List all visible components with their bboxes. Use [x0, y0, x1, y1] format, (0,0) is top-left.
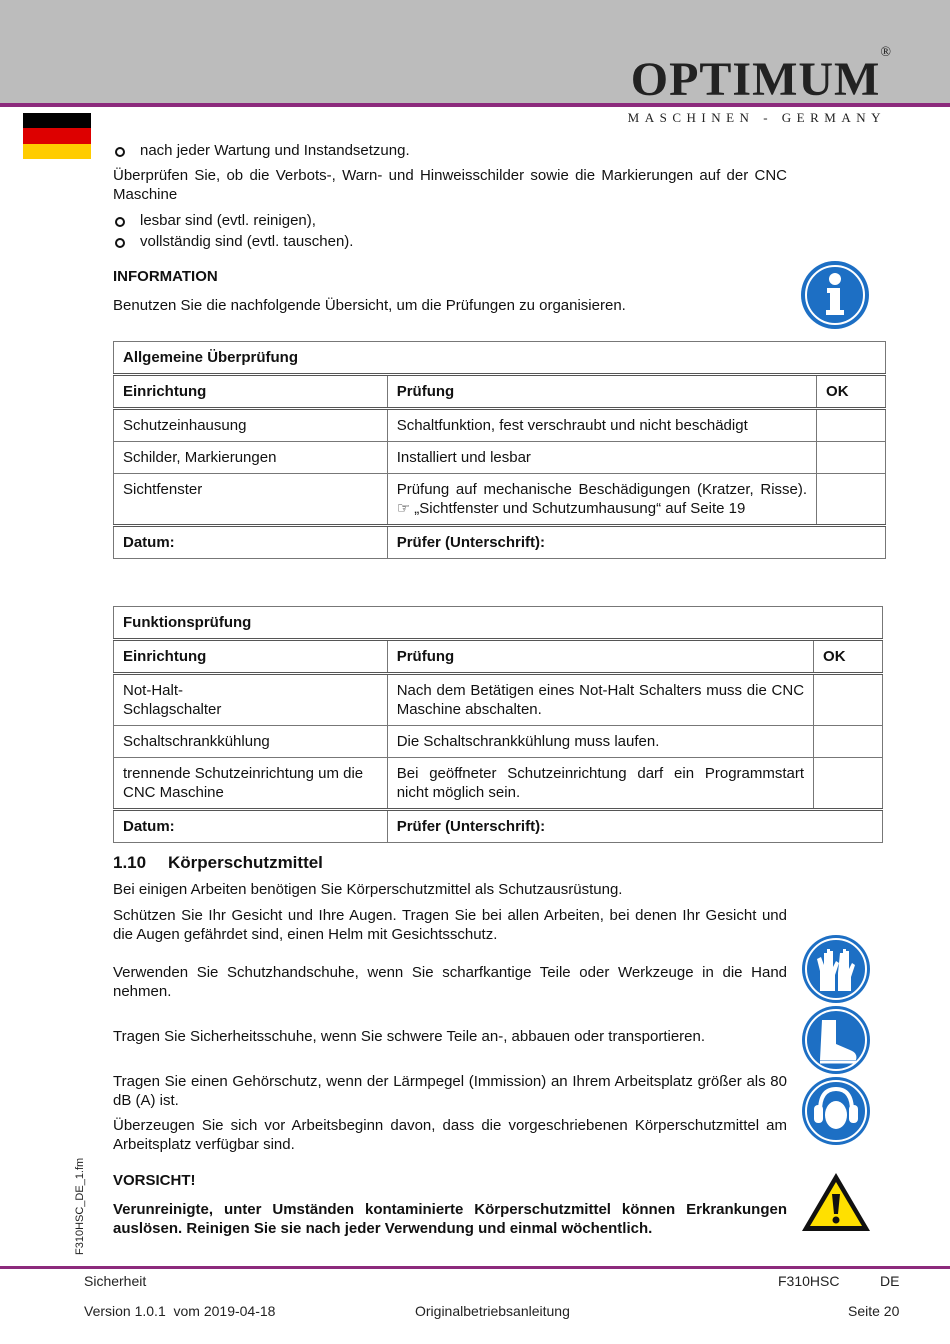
cell-pruefung: Bei geöffneter Schutzeinrichtung darf ein Programmstart nicht möglich sein.	[387, 758, 813, 810]
col-header-ok: OK	[814, 640, 883, 674]
section-paragraph-4: Tragen Sie Sicherheitsschuhe, wenn Sie schwere Teile an-, abbauen oder transportieren.	[113, 1028, 706, 1045]
german-flag-icon	[23, 113, 91, 159]
table-row	[114, 674, 883, 726]
cell-ok[interactable]	[814, 674, 883, 726]
cell-pruefung: Schaltfunktion, fest verschraubt und nicht beschädigt	[387, 409, 816, 442]
function-check-table	[113, 606, 883, 843]
warning-triangle-icon	[800, 1170, 872, 1234]
footer-page-number: Seite 20	[848, 1303, 900, 1319]
cell-einrichtung: Not-Halt- Schlagschalter	[114, 674, 388, 726]
cell-pruefung: Die Schaltschrankkühlung muss laufen.	[387, 726, 813, 758]
information-heading: INFORMATION	[113, 268, 218, 285]
caution-heading: VORSICHT!	[113, 1172, 196, 1189]
footer-rule	[0, 1266, 950, 1269]
footer-version: Version 1.0.1 vom 2019-04-18	[84, 1303, 276, 1319]
cell-einrichtung: Schilder, Markierungen	[114, 442, 388, 474]
intro-bullet-2: lesbar sind (evtl. reinigen),	[140, 212, 316, 229]
footer-language: DE	[880, 1273, 900, 1289]
section-paragraph-3: Verwenden Sie Schutzhandschuhe, wenn Sie scharfkantige Teile oder Werkzeuge in die Hand nehmen.	[113, 964, 787, 1000]
table-title: Allgemeine Überprüfung	[114, 342, 886, 375]
cell-einrichtung: Schutzeinhausung	[114, 409, 388, 442]
section-paragraph-6: Überzeugen Sie sich vor Arbeitsbeginn davon, dass die vorgeschriebenen Körperschutzmittel am Arbeitsplatz verfügbar sind.	[113, 1117, 787, 1153]
cell-pruefung: Prüfung auf mechanische Beschädigungen (Kratzer, Risse). ☞ „Sichtfenster und Schutzumhausung“ auf Seite 19	[387, 474, 816, 526]
file-reference: F310HSC_DE_1.fm	[74, 1157, 86, 1255]
table-row	[114, 409, 886, 442]
bullet-icon	[115, 238, 125, 248]
information-text: Benutzen Sie die nachfolgende Übersicht, um die Prüfungen zu organisieren.	[113, 297, 626, 314]
section-paragraph-1: Bei einigen Arbeiten benötigen Sie Körperschutzmittel als Schutzausrüstung.	[113, 881, 623, 898]
cell-ok[interactable]	[817, 409, 886, 442]
col-header-pruefung: Prüfung	[387, 640, 813, 674]
general-check-table	[113, 341, 886, 559]
cell-ok[interactable]	[814, 758, 883, 810]
intro-bullet-3: vollständig sind (evtl. tauschen).	[140, 233, 354, 250]
bullet-icon	[115, 217, 125, 227]
bullet-icon	[115, 147, 125, 157]
ear-protection-icon	[802, 1077, 870, 1145]
cell-einrichtung: Schaltschrankkühlung	[114, 726, 388, 758]
inspector-signature-label: Prüfer (Unterschrift):	[387, 526, 885, 559]
section-title: Körperschutzmittel	[168, 853, 323, 872]
cell-einrichtung: trennende Schutzeinrichtung um die CNC Maschine	[114, 758, 388, 810]
section-paragraph-2: Schützen Sie Ihr Gesicht und Ihre Augen. Tragen Sie bei allen Arbeiten, bei denen Ihr Gesicht und die Augen gefährdet sind, einen Helm mit Gesichtsschutz.	[113, 907, 787, 943]
cell-ok[interactable]	[814, 726, 883, 758]
table-row	[114, 442, 886, 474]
inspector-signature-label: Prüfer (Unterschrift):	[387, 810, 882, 843]
cell-ok[interactable]	[817, 442, 886, 474]
footer-document-type: Originalbetriebsanleitung	[415, 1303, 570, 1319]
intro-bullet-1: nach jeder Wartung und Instandsetzung.	[140, 142, 410, 159]
col-header-pruefung: Prüfung	[387, 375, 816, 409]
col-header-einrichtung: Einrichtung	[114, 640, 388, 674]
cell-pruefung: Installiert und lesbar	[387, 442, 816, 474]
info-icon	[800, 260, 870, 330]
intro-paragraph: Überprüfen Sie, ob die Verbots-, Warn- und Hinweisschilder sowie die Markierungen auf der CNC Maschine	[113, 167, 787, 203]
table-row	[114, 758, 883, 810]
cell-pruefung: Nach dem Betätigen eines Not-Halt Schalters muss die CNC Maschine abschalten.	[387, 674, 813, 726]
cell-ok[interactable]	[817, 474, 886, 526]
brand-logo: OPTIMUM®	[630, 45, 892, 106]
section-paragraph-5: Tragen Sie einen Gehörschutz, wenn der Lärmpegel (Immission) an Ihrem Arbeitsplatz größer als 80 dB (A) ist.	[113, 1073, 787, 1109]
date-label: Datum:	[114, 526, 388, 559]
date-label: Datum:	[114, 810, 388, 843]
footer-chapter: Sicherheit	[84, 1273, 147, 1289]
gloves-icon	[802, 935, 870, 1003]
col-header-ok: OK	[817, 375, 886, 409]
col-header-einrichtung: Einrichtung	[114, 375, 388, 409]
table-row	[114, 474, 886, 526]
caution-text: Verunreinigte, unter Umständen kontaminierte Körperschutzmittel können Erkrankungen auslösen. Reinigen Sie sie nach jeder Verwendung und einmal wöchentlich.	[113, 1201, 787, 1237]
footer-model: F310HSC	[778, 1273, 840, 1289]
table-title: Funktionsprüfung	[114, 607, 883, 640]
cell-einrichtung: Sichtfenster	[114, 474, 388, 526]
brand-tagline: MASCHINEN - GERMANY	[627, 110, 886, 125]
table-row	[114, 726, 883, 758]
section-number: 1.10	[113, 853, 147, 872]
safety-shoes-icon	[802, 1006, 870, 1074]
